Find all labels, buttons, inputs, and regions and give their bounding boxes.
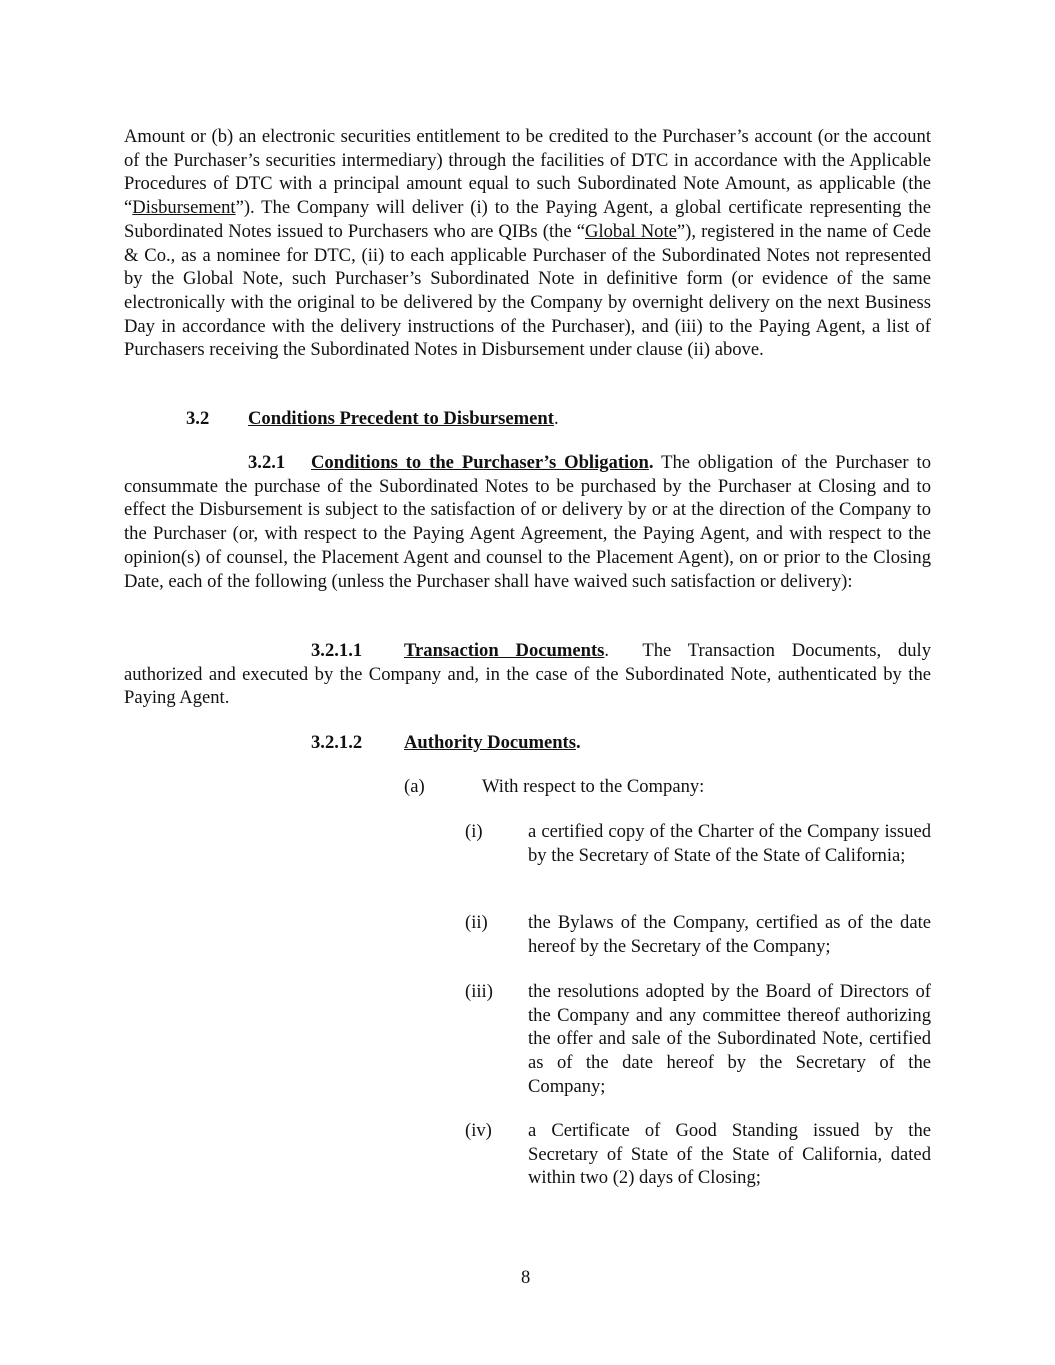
section-text: The Transaction Documents, duly authorized and executed by the Company and, in the case of the Subordinated Note, authenticated by the Paying Agent. <box>124 640 936 709</box>
section-title: Authority Documents <box>404 732 576 753</box>
defined-term-global-note: Global Note <box>585 220 677 242</box>
item-label: (i) <box>465 821 483 842</box>
section-number: 3.2.1 <box>248 452 286 473</box>
section-3-2-1 <box>124 451 931 593</box>
punct: . <box>604 640 610 661</box>
section-title-wrap <box>404 731 581 755</box>
item-text: With respect to the Company: <box>482 776 705 797</box>
text: ”). The Company will deliver (i) to the Paying Agent, a global certificate representing the Subordinated Notes issued to Purchasers who are QIBs (the “ <box>124 197 931 242</box>
item-text: a certified copy of the Charter of the Company issued by the Secretary of State of the State of California; <box>528 821 931 866</box>
section-number: 3.2.1.1 <box>311 640 363 661</box>
section-number: 3.2.1.2 <box>311 732 363 753</box>
item-label: (iv) <box>465 1120 492 1141</box>
punct: . <box>553 408 559 429</box>
defined-term-disbursement: Disbursement <box>132 197 236 219</box>
page-number: 8 <box>521 1267 531 1288</box>
section-title: Conditions Precedent to Disbursement <box>248 408 554 429</box>
section-title-wrap <box>248 407 559 431</box>
section-title: Conditions to the Purchaser’s Obligation <box>311 452 649 473</box>
item-label: (iii) <box>465 981 493 1002</box>
section-3-2-1-1 <box>124 639 936 710</box>
punct: . <box>648 452 654 473</box>
section-title: Transaction Documents <box>404 640 605 661</box>
item-label: (a) <box>404 776 425 797</box>
text: Amount or (b) an electronic securities entitlement to be credited to the Purchaser’s account (or the account of the Purchaser’s securities intermediary) through the facilities of DTC in accordance with the Applicable Procedures of DTC with a principal amount equal to such Subordinated Note Amount, as applicable (the “ <box>124 126 931 219</box>
item-label: (ii) <box>465 912 488 933</box>
punct: . <box>575 732 581 753</box>
item-text: the resolutions adopted by the Board of Directors of the Company and any committee thereof authorizing the offer and sale of the Subordinated Note, certified as of the date hereof by the Secretary of the Company; <box>528 981 931 1097</box>
item-text: the Bylaws of the Company, certified as of the date hereof by the Secretary of the Company; <box>528 912 931 957</box>
text: ”), registered in the name of Cede & Co., as a nominee for DTC, (ii) to each applicable Purchaser of the Subordinated Notes not represented by the Global Note, such Purchaser’s Subordinated Note in definitive form (or evidence of the same electronically with the original to be delivered by the Company by overnight delivery on the next Business Day in accordance with the delivery instructions of the Purchaser), and (iii) to the Paying Agent, a list of Purchasers receiving the Subordinated Notes in Disbursement under clause (ii) above. <box>124 220 931 361</box>
section-number: 3.2 <box>186 408 210 429</box>
item-text: a Certificate of Good Standing issued by the Secretary of State of the State of California, dated within two (2) days of Closing; <box>528 1120 931 1189</box>
section-text: The obligation of the Purchaser to consummate the purchase of the Subordinated Notes to be purchased by the Purchaser at Closing and to effect the Disbursement is subject to the satisfaction of or delivery by or at the direction of the Company to the Purchaser (or, with respect to the Paying Agent Agreement, the Paying Agent, and with respect to the opinion(s) of counsel, the Placement Agent and counsel to the Placement Agent), on or prior to the Closing Date, each of the following (unless the Purchaser shall have waived such satisfaction or delivery): <box>124 452 932 592</box>
paragraph-disbursement <box>124 125 931 362</box>
